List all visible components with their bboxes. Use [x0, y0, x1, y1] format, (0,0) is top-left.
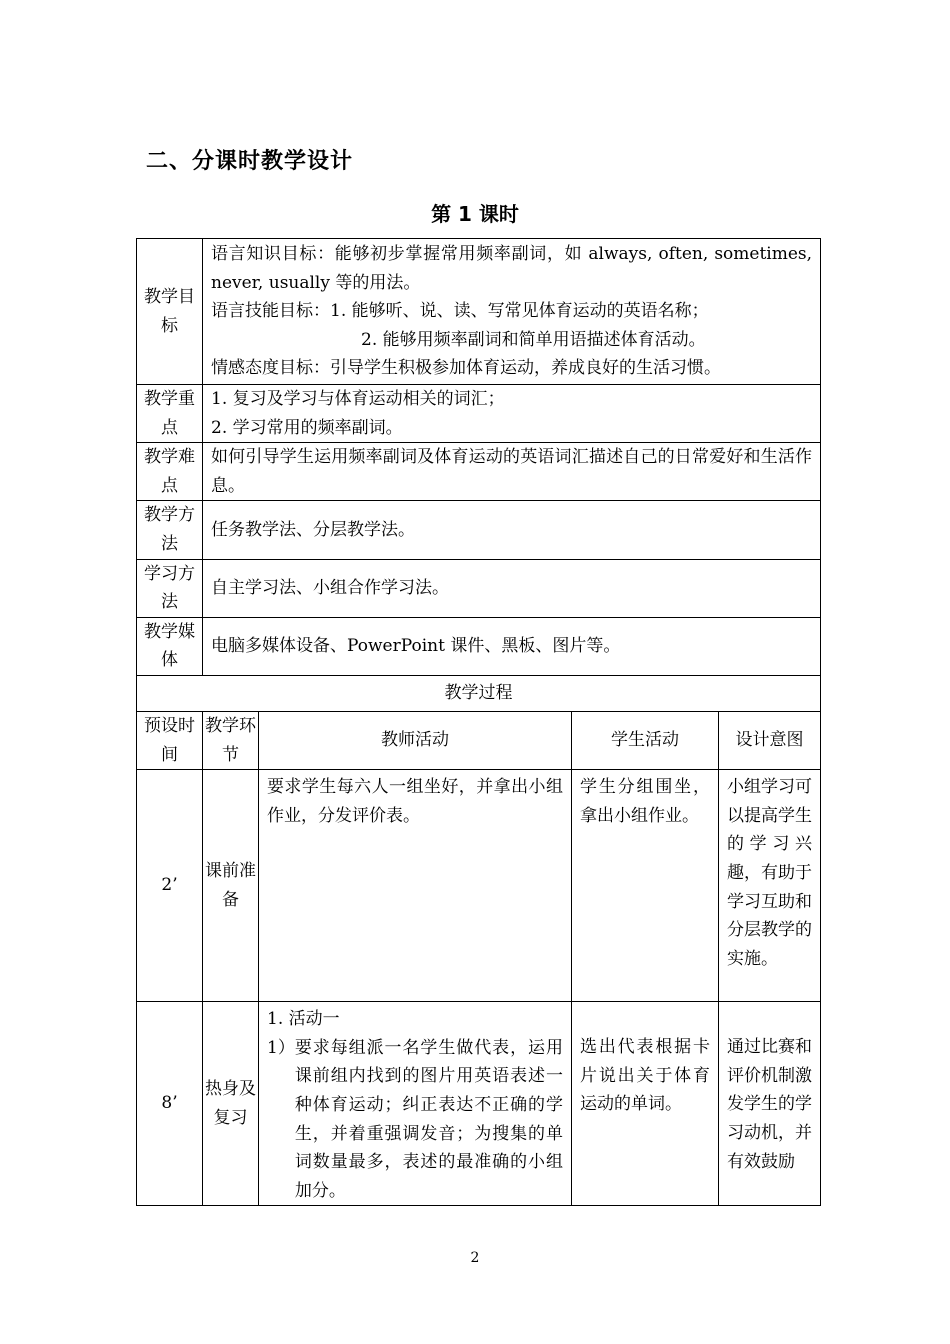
key-points-row: [137, 385, 821, 443]
key-points-content: [203, 385, 821, 443]
row-stage: 热身及复习: [203, 1002, 259, 1206]
attitude-objective: 情感态度目标：引导学生积极参加体育运动，养成良好的生活习惯。: [211, 358, 721, 379]
row-time: 2’: [137, 770, 203, 1002]
process-title: 教学过程: [137, 675, 821, 711]
difficulties-row: [137, 443, 821, 501]
row-student-activity: 学生分组围坐，拿出小组作业。: [572, 770, 719, 1002]
header-design-intent: 设计意图: [719, 711, 821, 769]
learning-methods-row: [137, 559, 821, 617]
row-design-intent: [719, 1002, 821, 1206]
student-activity-text: 选出代表根据卡片说出关于体育运动的单词。: [580, 1037, 710, 1115]
row-teacher-activity: 要求学生每六人一组坐好，并拿出小组作业，分发评价表。: [259, 770, 572, 1002]
difficulties-label: 教学难点: [137, 443, 203, 501]
header-teacher-activity: 教师活动: [259, 711, 572, 769]
difficulties-content: 如何引导学生运用频率副词及体育运动的英语词汇描述自己的日常爱好和生活作息。: [203, 443, 821, 501]
activity-item-text: 要求每组派一名学生做代表，运用课前组内找到的图片用英语表述一种体育运动；纠正表达不正确的学生，并着重强调发音；为搜集的单词数量最多，表述的最准确的小组加分。: [294, 1037, 563, 1201]
key-point-item: 2. 学习常用的频率副词。: [211, 417, 403, 438]
lesson-title: 第 1 课时: [431, 202, 519, 226]
teaching-methods-label: 教学方法: [137, 501, 203, 559]
header-stage: 教学环节: [203, 711, 259, 769]
row-design-intent: 小组学习可以提高学生的学习兴趣，有助于学习互助和分层教学的实施。: [719, 770, 821, 1002]
row-time: 8’: [137, 1002, 203, 1206]
media-label: 教学媒体: [137, 617, 203, 675]
section-title: 二、分课时教学设计: [146, 149, 354, 174]
media-content: 电脑多媒体设备、PowerPoint 课件、黑板、图片等。: [203, 617, 821, 675]
lesson-plan-table: [136, 238, 821, 1206]
teaching-methods-content: 任务教学法、分层教学法。: [203, 501, 821, 559]
activity-item: [267, 1034, 563, 1206]
key-point-item: 1. 复习及学习与体育运动相关的词汇；: [211, 389, 505, 409]
process-title-row: [137, 675, 821, 711]
learning-methods-label: 学习方法: [137, 559, 203, 617]
key-points-label: 教学重点: [137, 385, 203, 443]
process-header-row: [137, 711, 821, 769]
design-intent-text: 通过比赛和评价机制激发学生的学习动机，并有效鼓励: [727, 1037, 813, 1172]
header-time: 预设时间: [137, 711, 203, 769]
skill-objective-1: 语言技能目标：1. 能够听、说、读、写常见体育运动的英语名称；: [211, 301, 709, 322]
page-number: 2: [470, 1250, 480, 1266]
row-teacher-activity: [259, 1002, 572, 1206]
process-row-preparation: [137, 770, 821, 1002]
activity-item-number: 1）: [267, 1037, 295, 1058]
learning-methods-content: 自主学习法、小组合作学习法。: [203, 559, 821, 617]
skill-objective-2: 2. 能够用频率副词和简单用语描述体育活动。: [361, 329, 706, 350]
objectives-content: [203, 239, 821, 385]
knowledge-objective: 语言知识目标：能够初步掌握常用频率副词，如 always, often, sometimes, never, usually 等的用法。: [211, 244, 813, 293]
row-stage: 课前准备: [203, 770, 259, 1002]
activity-heading: 1. 活动一: [267, 1009, 340, 1030]
teaching-methods-row: [137, 501, 821, 559]
process-row-warmup: [137, 1002, 821, 1206]
objectives-label: 教学目标: [137, 239, 203, 385]
row-student-activity: [572, 1002, 719, 1206]
header-student-activity: 学生活动: [572, 711, 719, 769]
media-row: [137, 617, 821, 675]
objectives-row: [137, 239, 821, 385]
